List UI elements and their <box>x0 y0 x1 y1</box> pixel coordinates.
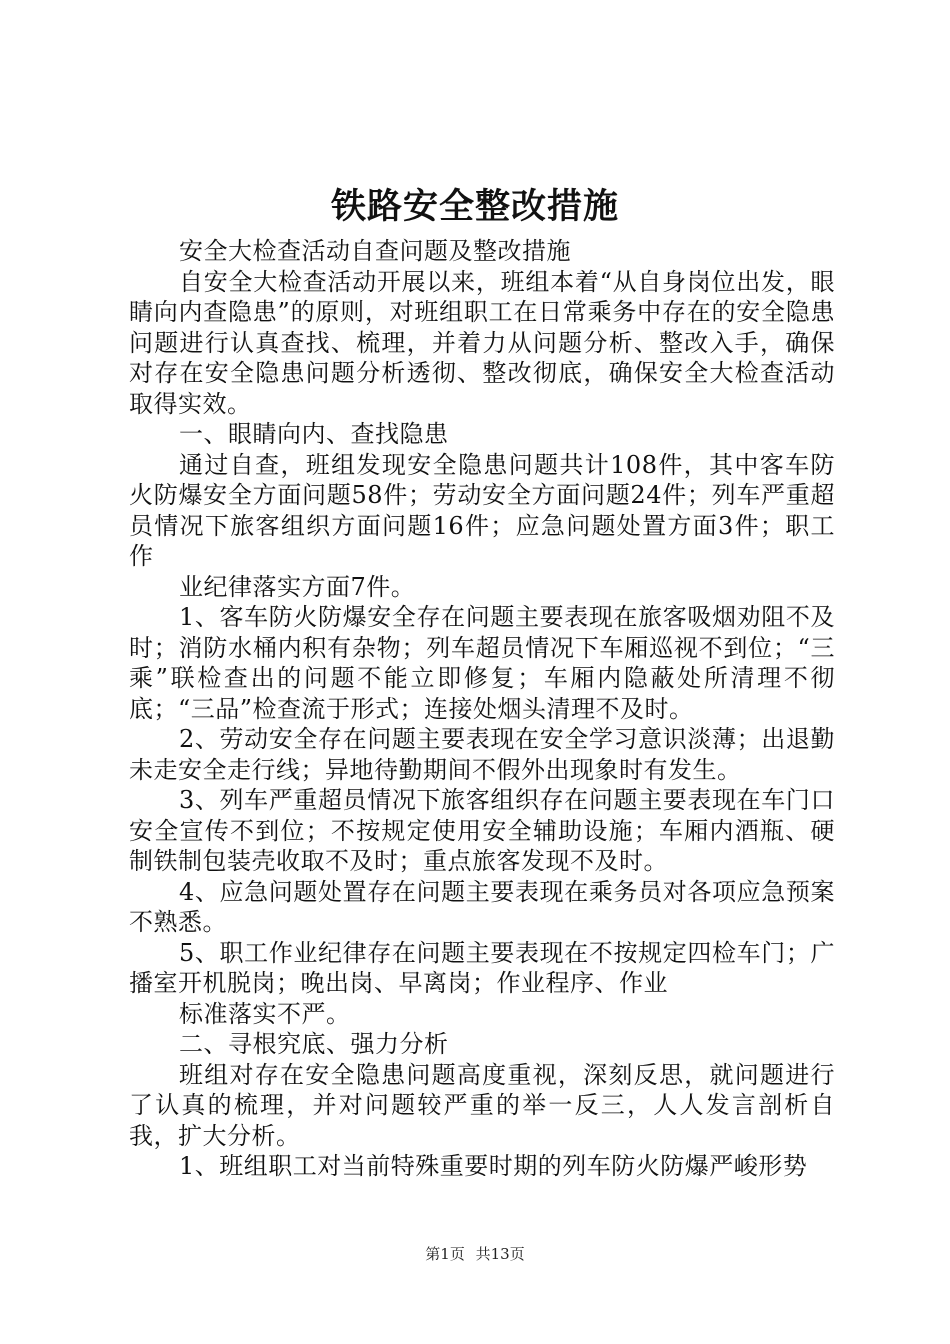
list-item-5: 5、职工作业纪律存在问题主要表现在不按规定四检车门；广播室开机脱岗；晚出岗、早离岗；作业程序、作业 <box>129 938 835 997</box>
list-item-5-cont: 标准落实不严。 <box>179 999 351 1028</box>
paragraph-summary-cont: 业纪律落实方面7件。 <box>179 572 416 601</box>
paragraph-subtitle: 安全大检查活动自查问题及整改措施 <box>179 237 571 265</box>
list-item-1: 1、客车防火防爆安全存在问题主要表现在旅客吸烟劝阻不及时；消防水桶内积有杂物；列车超员情况下车厢巡视不到位；“三乘”联检查出的问题不能立即修复；车厢内隐蔽处所清理不彻底；“三品”检查流于形式；连接处烟头清理不及时。 <box>129 603 835 723</box>
paragraph-intro: 自安全大检查活动开展以来，班组本着“从自身岗位出发，眼睛向内查隐患”的原则，对班组职工在日常乘务中存在的安全隐患问题进行认真查找、梳理，并着力从问题分析、整改入手，确保对存在安全隐患问题分析透彻、整改彻底，确保安全大检查活动取得实效。 <box>129 267 835 418</box>
document-body <box>129 236 835 1182</box>
page-footer <box>0 1244 950 1264</box>
list-item-3: 3、列车严重超员情况下旅客组织存在问题主要表现在车门口安全宣传不到位；不按规定使用安全辅助设施；车厢内酒瓶、硬制铁制包装壳收取不及时；重点旅客发现不及时。 <box>129 786 835 875</box>
list-item-2: 2、劳动安全存在问题主要表现在安全学习意识淡薄；出退勤未走安全走行线；异地待勤期间不假外出现象时有发生。 <box>129 725 835 784</box>
page-number: 第1页 <box>425 1245 465 1263</box>
document-title: 铁路安全整改措施 <box>330 186 619 227</box>
list-item-4: 4、应急问题处置存在问题主要表现在乘务员对各项应急预案不熟悉。 <box>129 877 835 936</box>
page-total: 共13页 <box>475 1245 525 1263</box>
section-heading-2: 二、寻根究底、强力分析 <box>179 1030 449 1058</box>
paragraph-analysis: 班组对存在安全隐患问题高度重视，深刻反思，就问题进行了认真的梳理，并对问题较严重的举一反三，人人发言剖析自我，扩大分析。 <box>129 1060 835 1150</box>
analysis-item-1: 1、班组职工对当前特殊重要时期的列车防火防爆严峻形势 <box>179 1152 808 1180</box>
section-heading-1: 一、眼睛向内、查找隐患 <box>179 420 449 448</box>
paragraph-summary: 通过自查，班组发现安全隐患问题共计108件，其中客车防火防爆安全方面问题58件；劳动安全方面问题24件；列车严重超员情况下旅客组织方面问题16件；应急问题处置方面3件；职工作 <box>129 450 835 570</box>
